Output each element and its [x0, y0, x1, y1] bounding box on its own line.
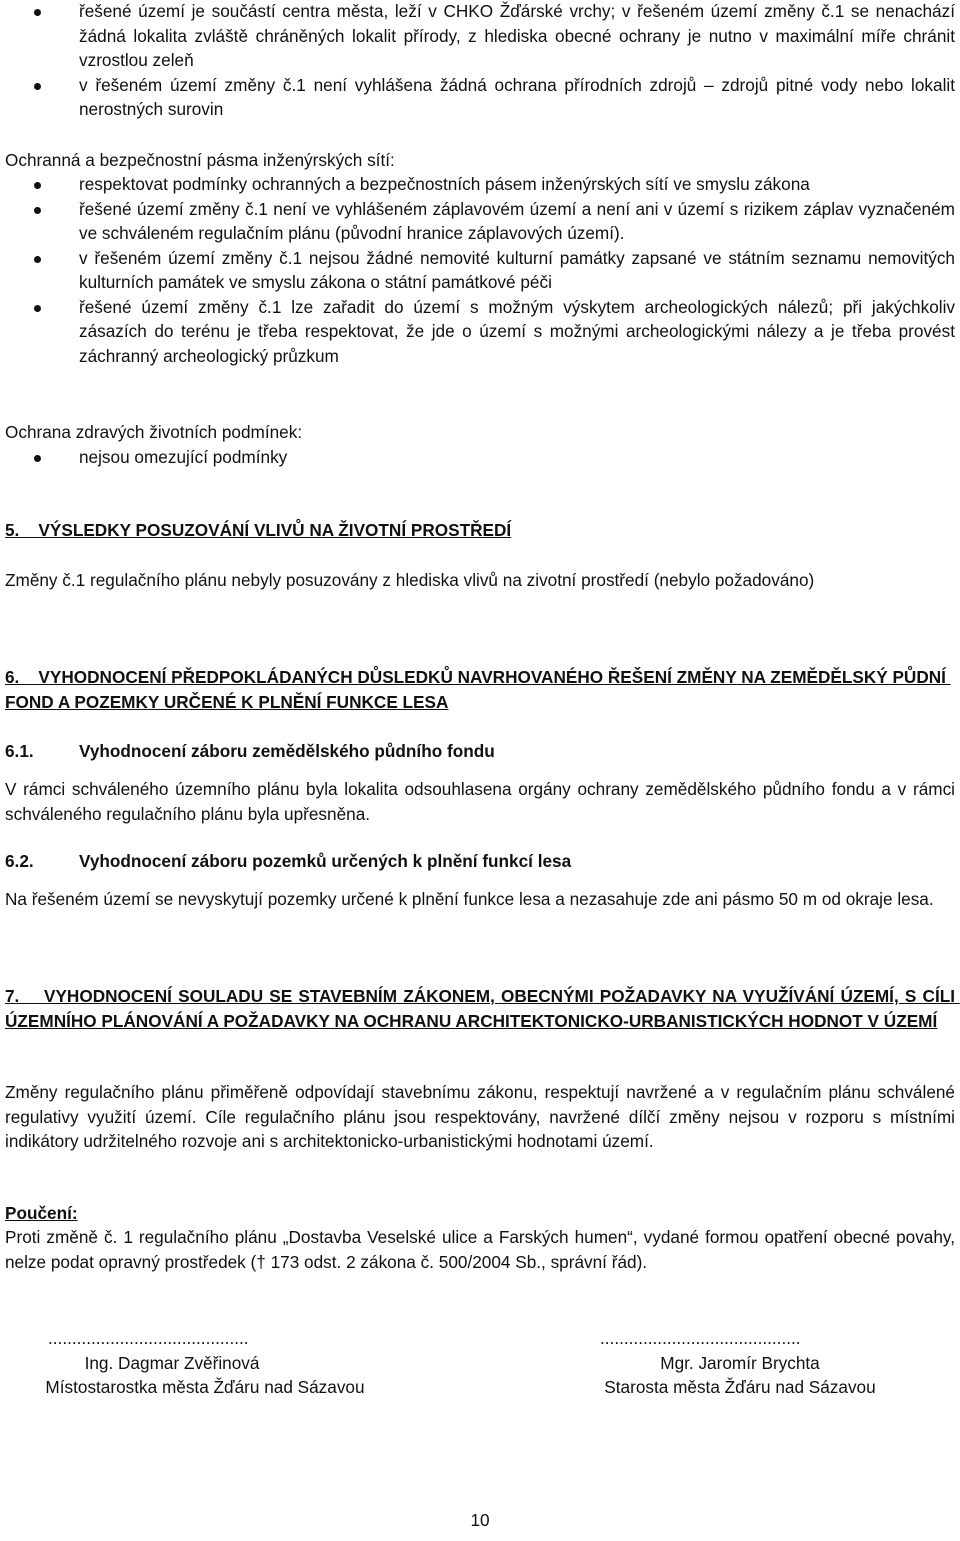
list-item — [5, 246, 955, 295]
zdravi-bullet-list — [5, 445, 955, 470]
signature-dots: .......................................... — [48, 1328, 249, 1348]
section-title-zdravi: Ochrana zdravých životních podmínek: — [5, 422, 303, 442]
bullet-text: řešené území změny č.1 není ve vyhlášeném záplavovém území a není ani v území s rizikem záplav vyznačeném ve schváleném regulačním plánu (původní hranice záplavových území). — [79, 198, 955, 243]
subsection-title: Vyhodnocení záboru zemědělského půdního fondu — [79, 741, 495, 761]
signatory-name: Ing. Dagmar Zvěřinová — [84, 1352, 260, 1373]
signatory-role: Místostarostka města Žďáru nad Sázavou — [45, 1377, 365, 1397]
subsection-6-2-text: Na řešeném území se nevyskytují pozemky určené k plnění funkce lesa a nezasahuje zde ani pásmo 50 m od okraje lesa. — [5, 889, 934, 909]
subsection-6-2-heading — [5, 849, 571, 874]
bullet-icon — [34, 9, 41, 16]
list-item — [5, 0, 955, 73]
bullet-icon — [34, 305, 41, 312]
page-number: 10 — [470, 1510, 490, 1530]
list-item — [5, 445, 955, 470]
signature-left — [5, 1326, 405, 1400]
chapter-6-heading: 6. VYHODNOCENÍ PŘEDPOKLÁDANÝCH DŮSLEDKŮ NAVRHOVANÉHO ŘEŠENÍ ZMĚNY NA ZEMĚDĚLSKÝ PŮDNÍ FOND A POZEMKY URČENÉ K PLNĚNÍ FUNKCE LESA — [5, 667, 951, 712]
chapter-5-heading: 5. VÝSLEDKY POSUZOVÁNÍ VLIVŮ NA ŽIVOTNÍ PROSTŘEDÍ — [5, 520, 512, 540]
pouceni-text: Proti změně č. 1 regulačního plánu „Dostavba Veselské ulice a Farských humen“, vydané formou opatření obecné povahy, nelze podat opravný prostředek († 173 odst. 2 zákona č. 500/2004 Sb., správní řád). — [5, 1227, 955, 1272]
bullet-icon — [34, 455, 41, 462]
signatory-role: Starosta města Žďáru nad Sázavou — [604, 1377, 876, 1397]
bullet-text: nejsou omezující podmínky — [79, 447, 288, 467]
list-item — [5, 172, 955, 197]
bullet-icon — [34, 83, 41, 90]
subsection-number: 6.2. — [5, 851, 34, 871]
bullet-text: respektovat podmínky ochranných a bezpečnostních pásem inženýrských sítí ve smyslu zákona — [79, 174, 810, 194]
chapter-7-heading: 7. VYHODNOCENÍ SOULADU SE STAVEBNÍM ZÁKONEM, OBECNÝMI POŽADAVKY NA VYUŽÍVÁNÍ ÚZEMÍ, S CÍLI ÚZEMNÍHO PLÁNOVÁNÍ A POŽADAVKY NA OCHRANU ARCHITEKTONICKO-URBANISTICKÝCH HODNOT V ÚZEMÍ — [5, 986, 960, 1031]
signature-dots: .......................................... — [600, 1328, 801, 1348]
bullet-text: řešené území je součástí centra města, leží v CHKO Žďárské vrchy; v řešeném území změny č.1 se nenachází žádná lokalita zvláště chráněných lokalit přírody, z hlediska obecné ochrany je nutno v maximální míře chránit vzrostlou zeleň — [79, 1, 955, 70]
list-item — [5, 295, 955, 369]
pouceni-title: Poučení: — [5, 1203, 78, 1223]
bullet-text: v řešeném území změny č.1 není vyhlášena žádná ochrana přírodních zdrojů – zdrojů pitné vody nebo lokalit nerostných surovin — [79, 74, 955, 119]
bullet-icon — [34, 256, 41, 263]
subsection-6-1-heading — [5, 739, 495, 764]
subsection-number: 6.1. — [5, 741, 34, 761]
bullet-text: v řešeném území změny č.1 nejsou žádné nemovité kulturní památky zapsané ve státním seznamu nemovitých kulturních památek ve smyslu zákona o státní památkové péči — [79, 247, 955, 292]
list-item — [5, 197, 955, 246]
chapter-7-text: Změny regulačního plánu přiměřeně odpovídají stavebnímu zákonu, respektují navržené a v regulačním plánu schválené regulativy využití území. Cíle regulačního plánu jsou respektovány, navržené dílčí změny nejsou v rozporu s místními indikátory udržitelného rozvoje ani s architektonicko-urbanistickými hodnotami území. — [5, 1082, 955, 1151]
subsection-title: Vyhodnocení záboru pozemků určených k plnění funkcí lesa — [79, 851, 572, 871]
list-item — [5, 73, 955, 122]
signatory-name: Mgr. Jaromír Brychta — [660, 1352, 820, 1373]
signature-right — [540, 1326, 940, 1400]
bullet-icon — [34, 182, 41, 189]
intro-bullet-list — [5, 0, 955, 122]
section-title-ochranna: Ochranná a bezpečnostní pásma inženýrských sítí: — [5, 150, 395, 170]
bullet-text: řešené území změny č.1 lze zařadit do území s možným výskytem archeologických nálezů; při jakýchkoliv zásazích do terénu je třeba respektovat, že jde o území s možnými archeologickými nálezy a je třeba provést záchranný archeologický průzkum — [79, 296, 955, 366]
chapter-5-text: Změny č.1 regulačního plánu nebyly posuzovány z hlediska vlivů na zivotní prostředí (nebylo požadováno) — [5, 570, 815, 590]
bullet-icon — [34, 207, 41, 214]
subsection-6-1-text: V rámci schváleného územního plánu byla lokalita odsouhlasena orgány ochrany zemědělského půdního fondu a v rámci schváleného regulačního plánu byla upřesněna. — [5, 779, 955, 824]
ochranna-bullet-list — [5, 172, 955, 368]
